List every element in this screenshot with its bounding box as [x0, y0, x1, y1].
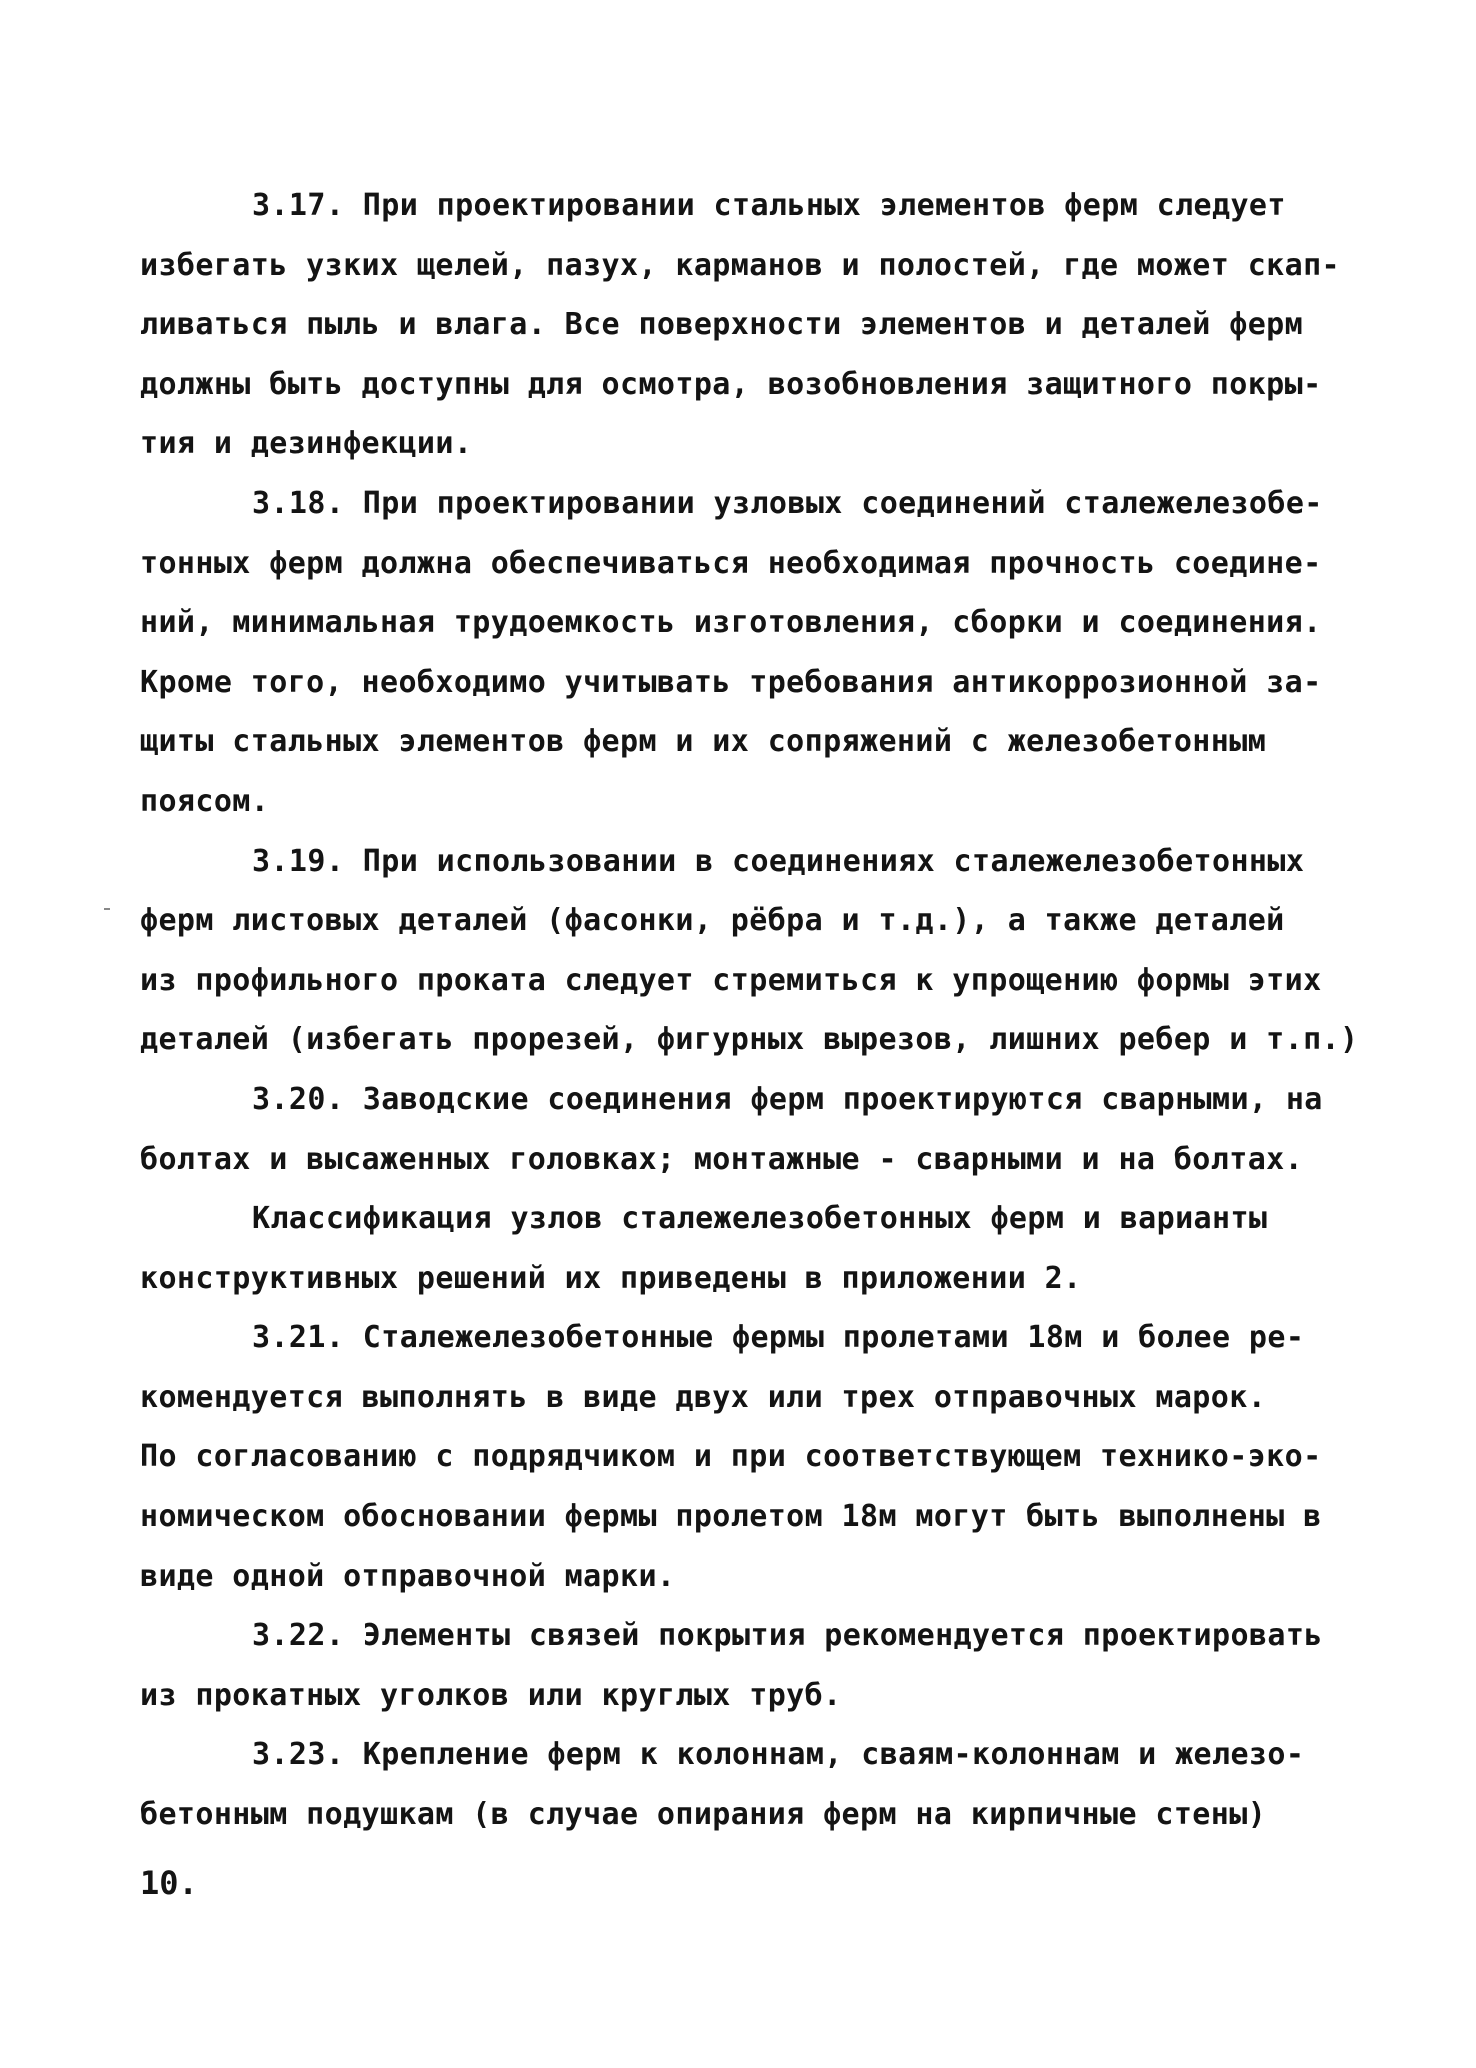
text-line: ний, минимальная трудоемкость изготовления, сборки и соединения.: [140, 605, 1322, 641]
margin-mark: [104, 908, 110, 910]
text-line: Классификация узлов сталежелезобетонных ферм и варианты: [252, 1201, 1268, 1237]
text-line: номическом обосновании фермы пролетом 18м могут быть выполнены в: [140, 1499, 1322, 1535]
text-line: 3.18. При проектировании узловых соединений сталежелезобе-: [252, 485, 1323, 521]
text-line: деталей (избегать прорезей, фигурных вырезов, лишних ребер и т.п.): [140, 1022, 1359, 1058]
text-line: виде одной отправочной марки.: [140, 1558, 676, 1594]
page-number: 10.: [140, 1864, 198, 1902]
text-line: бетонным подушкам (в случае опирания ферм на кирпичные стены): [140, 1797, 1267, 1833]
text-line: 3.21. Сталежелезобетонные фермы пролетами 18м и более ре-: [252, 1320, 1305, 1356]
text-line: По согласованию с подрядчиком и при соответствующем технико-эко-: [140, 1439, 1322, 1475]
text-line: из прокатных уголков или круглых труб.: [140, 1677, 842, 1713]
text-line: поясом.: [140, 783, 270, 819]
text-line: из профильного проката следует стремиться к упрощению формы этих: [140, 962, 1322, 998]
text-line: должны быть доступны для осмотра, возобновления защитного покры-: [140, 366, 1322, 402]
text-line: комендуется выполнять в виде двух или трех отправочных марок.: [140, 1379, 1267, 1415]
body-text: [140, 176, 1360, 1845]
text-line: тия и дезинфекции.: [140, 426, 473, 462]
text-line: тонных ферм должна обеспечиваться необходимая прочность соедине-: [140, 545, 1322, 581]
text-line: 3.17. При проектировании стальных элементов ферм следует: [252, 188, 1286, 223]
text-line: 3.20. Заводские соединения ферм проектируются сварными, на: [252, 1081, 1323, 1117]
text-line: конструктивных решений их приведены в приложении 2.: [140, 1260, 1082, 1296]
text-line: избегать узких щелей, пазух, карманов и полостей, где может скап-: [140, 247, 1340, 283]
text-line: болтах и высаженных головках; монтажные - сварными и на болтах.: [140, 1141, 1304, 1177]
text-line: 3.22. Элементы связей покрытия рекомендуется проектировать: [252, 1618, 1323, 1654]
text-line: щиты стальных элементов ферм и их сопряжений с железобетонным: [140, 724, 1267, 760]
text-line: 3.23. Крепление ферм к колоннам, сваям-колоннам и железо-: [252, 1737, 1305, 1773]
text-line: 3.19. При использовании в соединениях сталежелезобетонных: [252, 843, 1305, 879]
text-line: Кроме того, необходимо учитывать требования антикоррозионной за-: [140, 664, 1322, 700]
text-line: ливаться пыль и влага. Все поверхности элементов и деталей ферм: [140, 307, 1304, 343]
text-line: ферм листовых деталей (фасонки, рёбра и т.д.), а также деталей: [140, 903, 1285, 939]
